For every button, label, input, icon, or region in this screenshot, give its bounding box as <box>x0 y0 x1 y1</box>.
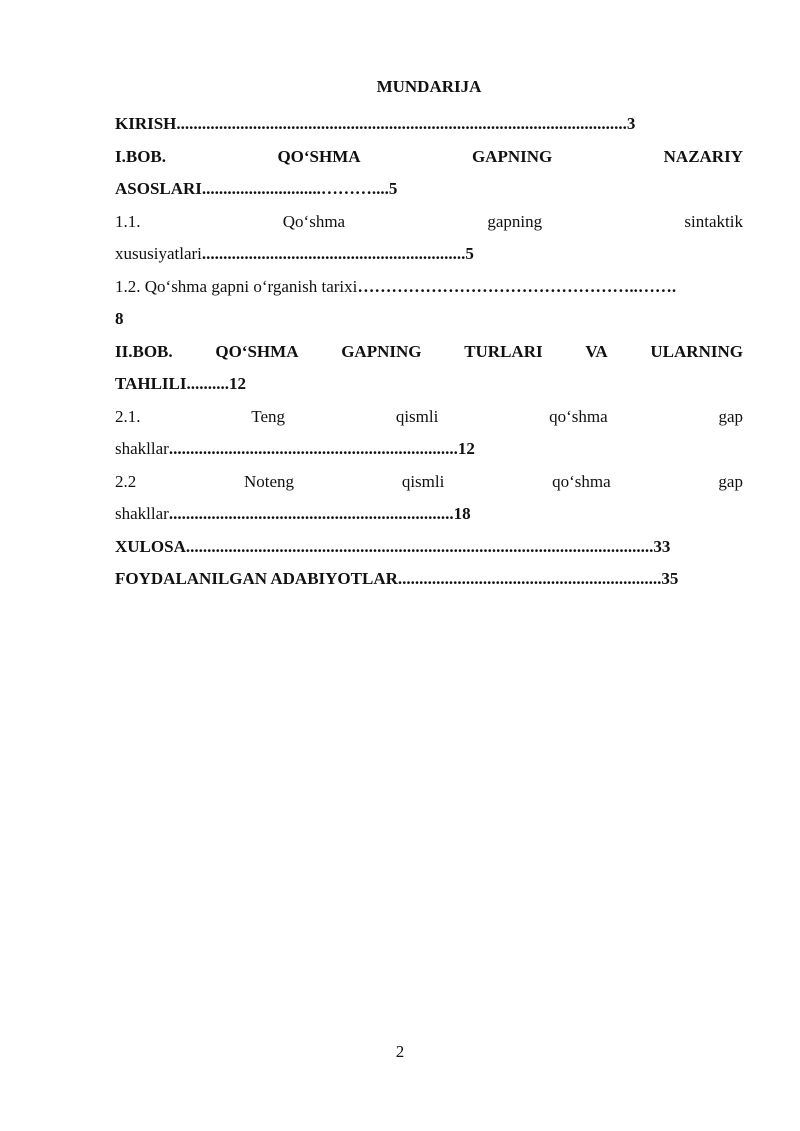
toc-word: qismli <box>395 406 439 426</box>
toc-word: GAPNING <box>471 146 553 166</box>
toc-entry-text: shakllar <box>115 439 169 458</box>
toc-entry-section1-2-line1 <box>115 271 743 304</box>
toc-word: 2.1. <box>115 406 141 426</box>
toc-word: gapning <box>487 211 543 231</box>
toc-leader-dots: .............................................................. <box>397 569 662 588</box>
toc-leader-dots: …………………………………………..……. <box>357 276 677 296</box>
toc-entry-text: ASOSLARI <box>115 179 202 198</box>
table-of-contents <box>115 76 743 596</box>
toc-word: qismli <box>401 471 445 491</box>
toc-word: Qo‘shma <box>282 211 346 231</box>
toc-entry-section2-2-line2 <box>115 498 743 531</box>
toc-word: Teng <box>251 406 286 426</box>
toc-leader-dots: .......................................................................................................... <box>176 114 627 133</box>
toc-leader-dots: ................................................................... <box>168 504 454 523</box>
toc-entry-text: shakllar <box>115 504 169 523</box>
toc-entry-section1-1-line2 <box>115 238 743 271</box>
toc-word: qo‘shma <box>549 406 608 426</box>
toc-word: Noteng <box>244 471 295 491</box>
toc-leader-dots: ............................……….... <box>201 179 389 198</box>
toc-page-ref: 12 <box>457 439 475 458</box>
toc-word: sintaktik <box>684 211 743 231</box>
toc-entry-xulosa <box>115 531 743 564</box>
toc-page-ref: 3 <box>626 114 636 133</box>
toc-entry-chapter1-line1 <box>115 141 743 174</box>
toc-word: ULARNING <box>650 341 743 361</box>
toc-entry-section1-1-line1 <box>115 206 743 239</box>
toc-page-ref: 35 <box>661 569 679 588</box>
toc-word: QO‘SHMA <box>277 146 361 166</box>
toc-leader-dots: .................................................................... <box>168 439 458 458</box>
toc-entry-text: 1.2. Qo‘shma gapni o‘rganish tarixi <box>115 276 358 296</box>
toc-page-ref: 8 <box>115 309 124 328</box>
toc-page-ref: 12 <box>229 374 246 393</box>
page-number: 2 <box>395 1042 405 1061</box>
toc-entry-chapter1-line2 <box>115 173 743 206</box>
toc-entry-text: TAHLILI <box>115 374 187 393</box>
toc-page-ref: 5 <box>388 179 398 198</box>
toc-word: gap <box>718 471 743 491</box>
toc-word: qo‘shma <box>552 471 611 491</box>
toc-leader-dots: .............................................................................................................. <box>185 536 654 556</box>
toc-leader-dots: .............................................................. <box>201 244 466 263</box>
toc-word: 1.1. <box>115 211 141 231</box>
toc-entry-text: XULOSA <box>115 536 186 556</box>
toc-word: GAPNING <box>341 341 422 361</box>
toc-word: I.BOB. <box>115 146 167 166</box>
toc-word: VA <box>585 341 608 361</box>
toc-page-ref: 18 <box>453 504 471 523</box>
toc-entry-kirish <box>115 108 743 141</box>
toc-entry-section2-1-line2 <box>115 433 743 466</box>
toc-entry-chapter2-line1 <box>115 336 743 369</box>
toc-leader-dots: .......... <box>186 374 229 393</box>
toc-entry-text: FOYDALANILGAN ADABIYOTLAR <box>115 569 398 588</box>
toc-title: MUNDARIJA <box>376 77 482 96</box>
toc-entry-text: xususiyatlari <box>115 244 202 263</box>
toc-entry-section1-2-line2 <box>115 303 743 336</box>
toc-page-ref: 33 <box>653 536 671 556</box>
toc-entry-section2-1-line1 <box>115 401 743 434</box>
toc-word: QO‘SHMA <box>215 341 299 361</box>
toc-entry-references <box>115 563 743 596</box>
toc-entry-chapter2-line2 <box>115 368 743 401</box>
toc-page-ref: 5 <box>465 244 474 263</box>
toc-word: II.BOB. <box>115 341 173 361</box>
toc-word: TURLARI <box>464 341 543 361</box>
toc-word: 2.2 <box>115 471 137 491</box>
toc-entry-section2-2-line1 <box>115 466 743 499</box>
toc-word: NAZARIY <box>663 146 743 166</box>
toc-entry-text: KIRISH <box>115 114 177 133</box>
toc-word: gap <box>718 406 743 426</box>
